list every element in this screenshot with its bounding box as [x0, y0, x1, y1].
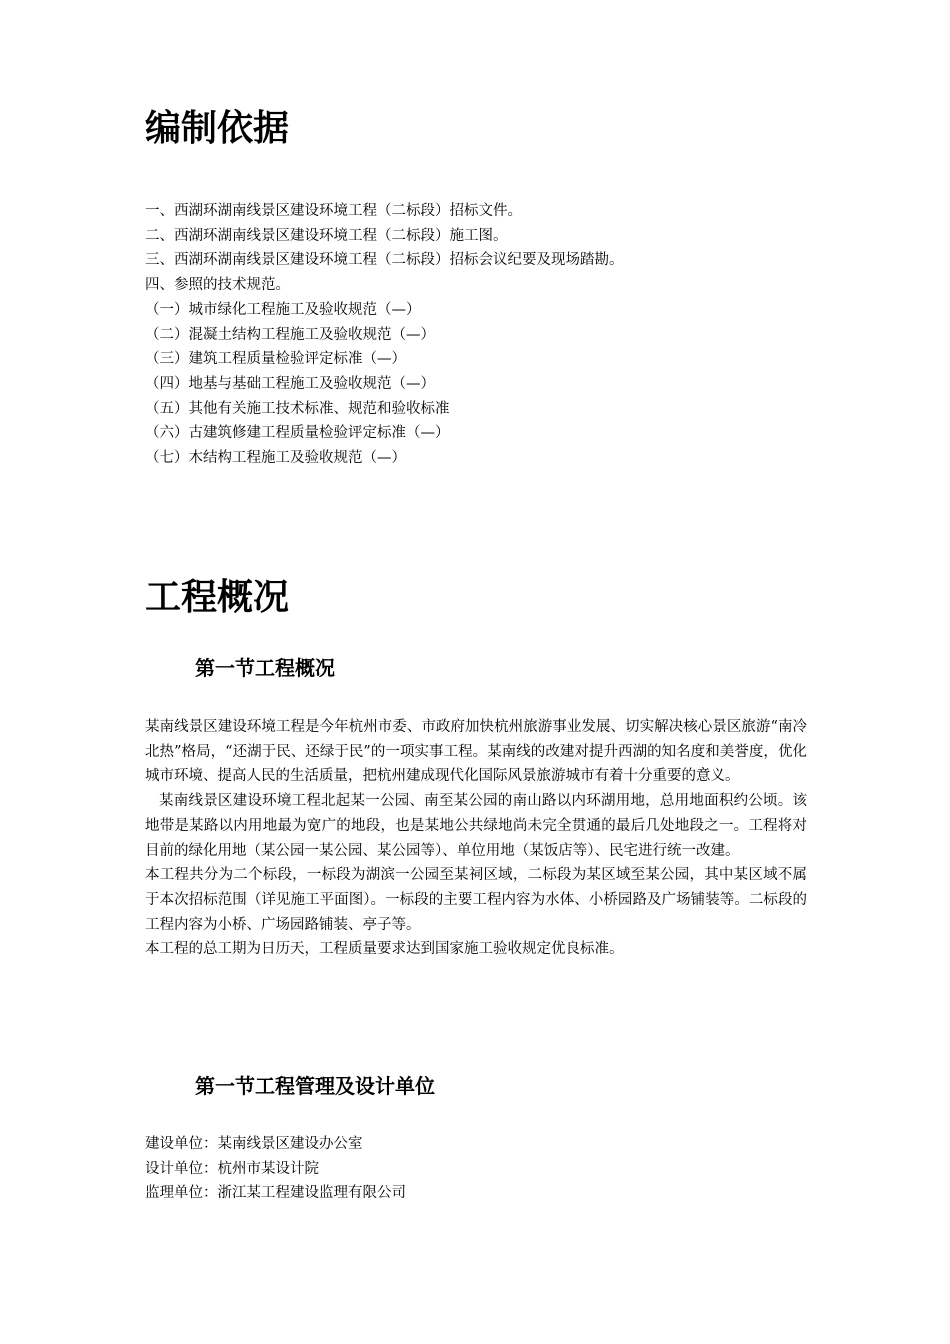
- overview-paragraphs: [145, 715, 807, 962]
- basis-item: 二、西湖环湖南线景区建设环境工程（二标段）施工图。: [145, 227, 508, 244]
- basis-item: 四、参照的技术规范。: [145, 277, 290, 294]
- basis-item: （五）其他有关施工技术标准、规范和验收标准: [145, 400, 450, 417]
- basis-item: 一、西湖环湖南线景区建设环境工程（二标段）招标文件。: [145, 203, 522, 219]
- basis-item: （六）古建筑修建工程质量检验评定标准（—）: [145, 425, 450, 442]
- basis-list: [145, 199, 624, 471]
- basis-item: 三、西湖环湖南线景区建设环境工程（二标段）招标会议纪要及现场踏勘。: [145, 252, 624, 269]
- subheading-project-overview: 第一节工程概况: [195, 656, 335, 680]
- heading-project-overview: 工程概况: [145, 577, 290, 618]
- paragraph: 某南线景区建设环境工程北起某一公园、南至某公园的南山路以内环湖用地，总用地面积约公顷。该地带是某路以内用地最为宽广的地段，也是某地公共绿地尚未完全贯通的最后几处地段之一。工程将对目前的绿化用地（某公园一某公园、某公园等）、单位用地（某饭店等）、民宅进行统一改建。: [145, 793, 807, 859]
- unit-item: 监理单位：浙江某工程建设监理有限公司: [145, 1185, 406, 1202]
- unit-item: 设计单位：杭州市某设计院: [145, 1160, 319, 1177]
- units-list: [145, 1132, 406, 1206]
- paragraph: 某南线景区建设环境工程是今年杭州市委、市政府加快杭州旅游事业发展、切实解决核心景区旅游“南冷北热”格局，“还湖于民、还绿于民”的一项实事工程。某南线的改建对提升西湖的知名度和美誉度，优化城市环境、提高人民的生活质量，把杭州建成现代化国际风景旅游城市有着十分重要的意义。: [145, 719, 807, 785]
- subheading-management-design-units: 第一节工程管理及设计单位: [195, 1074, 435, 1098]
- paragraph: 本工程的总工期为日历天，工程质量要求达到国家施工验收规定优良标准。: [145, 941, 624, 958]
- basis-item: （二）混凝土结构工程施工及验收规范（—）: [145, 326, 435, 343]
- heading-compilation-basis: 编制依据: [145, 108, 290, 149]
- unit-item: 建设单位：某南线景区建设办公室: [145, 1136, 363, 1152]
- paragraph: 本工程共分为二个标段，一标段为湖滨一公园至某祠区域，二标段为某区域至某公园，其中某区域不属于本次招标范围（详见施工平面图）。一标段的主要工程内容为水体、小桥园路及广场铺装等。二标段的工程内容为小桥、广场园路铺装、亭子等。: [145, 867, 807, 933]
- basis-item: （四）地基与基础工程施工及验收规范（—）: [145, 375, 435, 392]
- basis-item: （一）城市绿化工程施工及验收规范（—）: [145, 301, 421, 318]
- basis-item: （七）木结构工程施工及验收规范（—）: [145, 450, 406, 467]
- basis-item: （三）建筑工程质量检验评定标准（—）: [145, 351, 406, 368]
